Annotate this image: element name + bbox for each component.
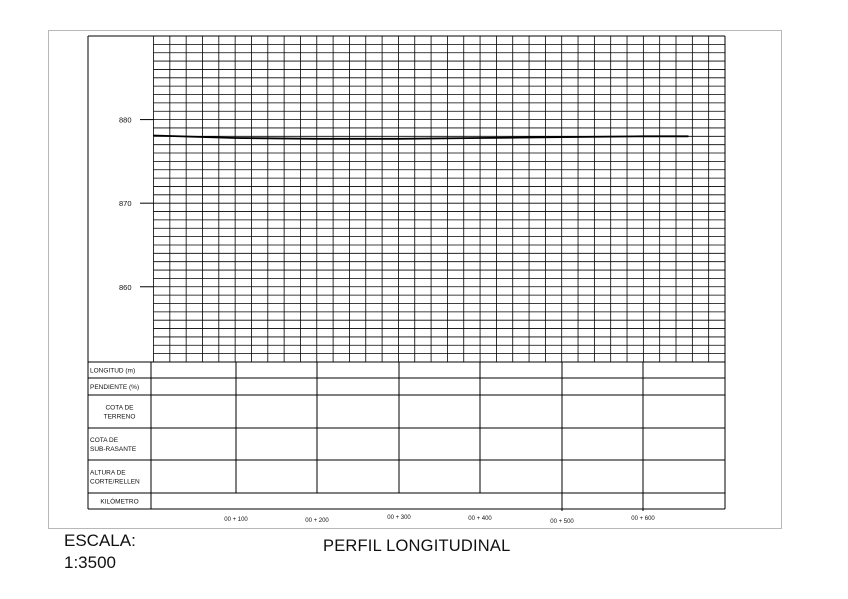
table-row-label: KILÓMETRO xyxy=(100,498,139,506)
table-row-label: ALTURA DE xyxy=(90,469,126,477)
y-tick-label: 860 xyxy=(119,282,132,292)
profile-point xyxy=(561,137,562,138)
table-row-label: PENDIENTE (%) xyxy=(90,384,140,391)
y-axis-ticks xyxy=(119,116,154,292)
table-row-label: COTA DE xyxy=(105,404,134,412)
profile-point xyxy=(153,135,154,136)
x-tick-label: 00 + 600 xyxy=(631,516,655,522)
profile-point xyxy=(479,137,480,138)
x-tick-label: 00 + 400 xyxy=(468,516,492,522)
table-row-label: TERRENO xyxy=(103,413,136,421)
x-tick-label: 00 + 500 xyxy=(550,519,574,525)
y-tick-label: 870 xyxy=(119,199,132,209)
table-row-label: SUB-RASANTE xyxy=(90,446,137,453)
x-tick-label: 00 + 200 xyxy=(305,518,329,524)
scale-value: 1:3500 xyxy=(64,553,116,572)
profile-point xyxy=(235,137,236,138)
table-row-label: CORTE/RELLEN xyxy=(90,478,140,486)
series-layer xyxy=(153,135,689,140)
profile-point xyxy=(688,136,689,137)
profile-point xyxy=(643,136,644,137)
chart-title: PERFIL LONGITUDINAL xyxy=(323,537,511,555)
table-row-label: LONGITUD (m) xyxy=(90,367,136,375)
profile-point xyxy=(316,138,317,139)
profile-point xyxy=(398,138,399,139)
data-table xyxy=(88,362,725,511)
x-tick-label: 00 + 300 xyxy=(387,515,411,521)
profile-panel xyxy=(88,36,725,509)
x-axis-ticks xyxy=(224,515,655,525)
x-tick-label: 00 + 100 xyxy=(224,517,248,523)
y-tick-label: 880 xyxy=(119,115,132,125)
chart-grid xyxy=(154,36,726,362)
scale-label: ESCALA: xyxy=(64,531,136,550)
table-row-label: COTA DE xyxy=(90,437,119,444)
